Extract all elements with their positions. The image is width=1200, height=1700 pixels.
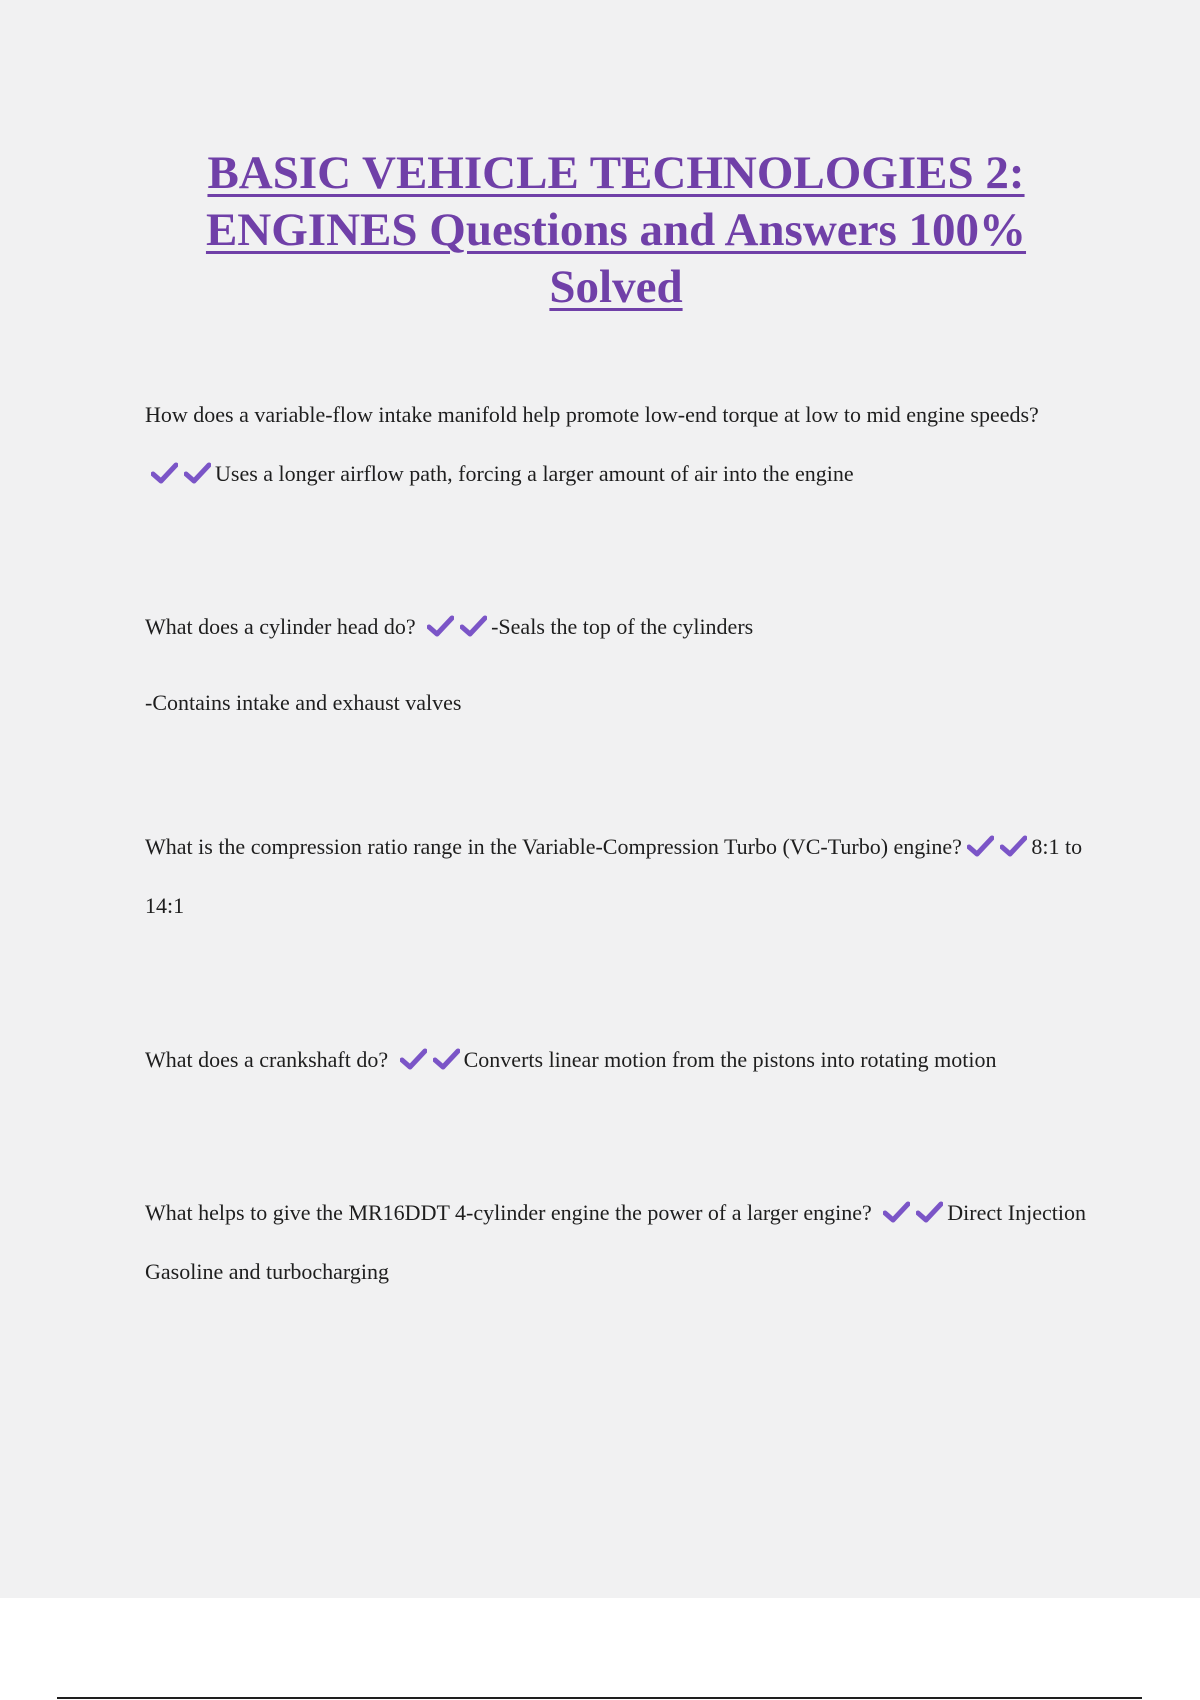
answer-checkmarks	[400, 1048, 460, 1070]
checkmark-icon	[1000, 835, 1027, 857]
qa-item-1	[145, 385, 1095, 503]
answer-text-extra: -Contains intake and exhaust valves	[145, 690, 462, 715]
qa-item-2	[145, 612, 1095, 642]
answer-checkmarks	[967, 835, 1027, 857]
answer-checkmarks	[151, 462, 211, 484]
answer-checkmarks	[427, 615, 487, 637]
checkmark-icon	[883, 1201, 910, 1223]
checkmark-icon	[400, 1048, 427, 1070]
checkmark-icon	[433, 1048, 460, 1070]
qa-item-3	[145, 817, 1095, 935]
qa-item-4	[145, 1045, 1095, 1075]
qa-item-5	[145, 1183, 1095, 1301]
question-text: What does a cylinder head do?	[145, 614, 416, 639]
qa-item-2-continued	[145, 688, 1095, 718]
question-text: How does a variable-flow intake manifold help promote low-end torque at low to mid engine speeds?	[145, 402, 1039, 427]
footer-divider	[57, 1697, 1142, 1699]
checkmark-icon	[427, 615, 454, 637]
question-text: What helps to give the MR16DDT 4-cylinder engine the power of a larger engine?	[145, 1200, 872, 1225]
document-title: BASIC VEHICLE TECHNOLOGIES 2: ENGINES Questions and Answers 100% Solved	[205, 147, 1027, 313]
answer-text: Converts linear motion from the pistons into rotating motion	[463, 1047, 997, 1072]
question-text: What does a crankshaft do?	[145, 1047, 389, 1072]
checkmark-icon	[967, 835, 994, 857]
answer-text: Direct Injection Gasoline and turbocharging	[145, 1200, 1086, 1284]
answer-text: -Seals the top of the cylinders	[491, 614, 754, 639]
checkmark-icon	[151, 462, 178, 484]
question-text: What is the compression ratio range in the Variable-Compression Turbo (VC-Turbo) engine?	[145, 834, 962, 859]
answer-text: 8:1 to 14:1	[145, 834, 1083, 918]
answer-text: Uses a longer airflow path, forcing a larger amount of air into the engine	[215, 461, 854, 486]
checkmark-icon	[916, 1201, 943, 1223]
answer-checkmarks	[883, 1201, 943, 1223]
checkmark-icon	[184, 462, 211, 484]
checkmark-icon	[460, 615, 487, 637]
